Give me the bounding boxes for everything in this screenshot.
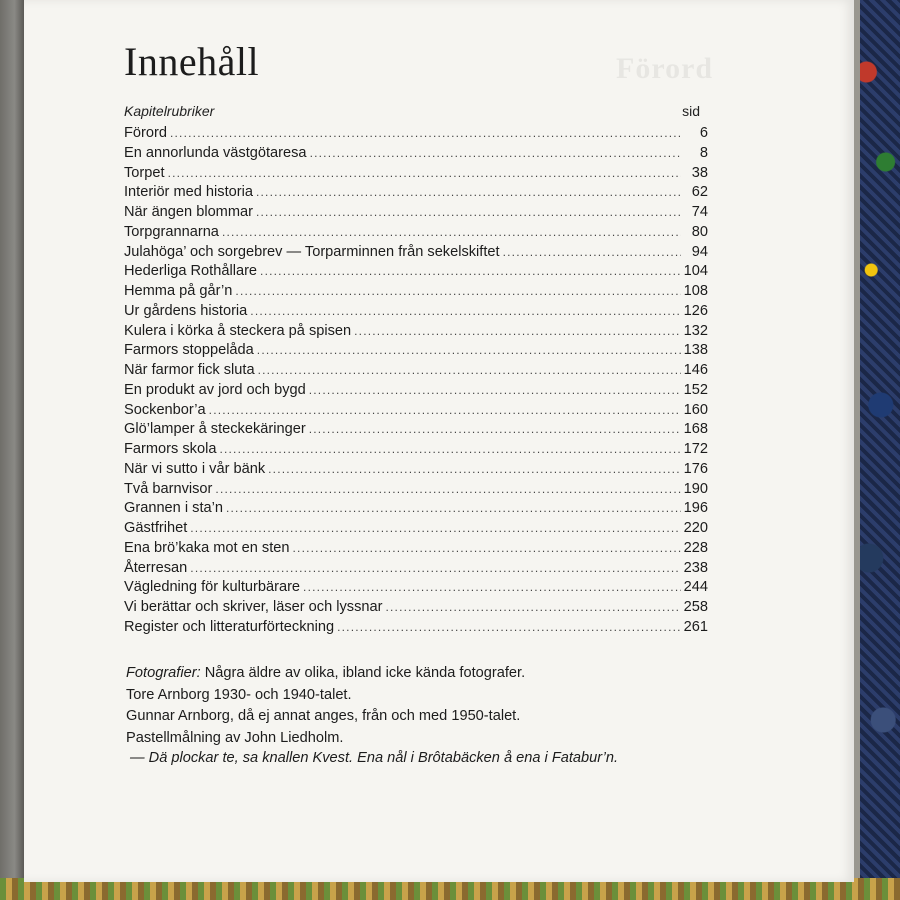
toc-entry — [124, 243, 708, 263]
dot-leader — [354, 322, 681, 341]
toc-entry — [124, 223, 708, 243]
toc-entry-page: 160 — [683, 401, 708, 418]
toc-entry — [124, 460, 708, 480]
dot-leader — [226, 499, 681, 518]
toc-entry-title: Grannen i sta’n — [124, 500, 223, 517]
dot-leader — [337, 618, 681, 637]
dot-leader — [293, 539, 681, 558]
dot-leader — [168, 164, 681, 183]
toc-entry-page: 244 — [683, 579, 708, 596]
toc-entry — [124, 618, 708, 638]
credits-line: Pastellmålning av John Liedholm. — [126, 729, 344, 746]
toc-entry — [124, 401, 708, 421]
photo-credits — [126, 663, 746, 749]
toc-entry-title: Glö’lamper å steckekäringer — [124, 421, 306, 438]
toc-entry-title: Farmors skola — [124, 441, 217, 457]
toc-entry — [124, 124, 708, 144]
toc-entry-page: 176 — [683, 460, 708, 477]
toc-entry-title: Hederliga Rothållare — [124, 263, 258, 280]
toc-entry — [124, 420, 708, 440]
toc-page-column-label: sid — [682, 103, 700, 119]
credits-line — [126, 663, 746, 685]
toc-entry-title: När ängen blommar — [124, 204, 253, 220]
dot-leader — [260, 262, 681, 281]
credits-line: Gunnar Arnborg, då ej annat anges, från och med 1950-talet. — [126, 708, 521, 724]
toc-entry — [124, 262, 708, 282]
dot-leader — [256, 203, 681, 222]
dot-leader — [268, 460, 681, 479]
toc-entry-title: Vi berättar och skriver, läser och lyssnar — [124, 599, 383, 615]
toc-entry-title: Kulera i körka å steckera på spisen — [124, 322, 352, 339]
toc-entry — [124, 499, 708, 519]
toc-entry — [124, 341, 708, 361]
toc-entry-title: Julahöga’ och sorgebrev — Torparminnen från sekelskiftet — [124, 243, 500, 260]
toc-entry — [124, 381, 708, 401]
toc-entry-page: 80 — [691, 223, 708, 240]
dot-leader — [222, 223, 681, 242]
toc-entry-title: Register och litteraturförteckning — [124, 618, 335, 635]
toc-entry-title: Farmors stoppelåda — [124, 342, 254, 359]
toc-entry-page: 261 — [683, 618, 708, 635]
dot-leader — [310, 144, 681, 163]
dot-leader — [503, 243, 681, 262]
dot-leader — [190, 519, 680, 538]
credits-line: Tore Arnborg 1930- och 1940-talet. — [126, 686, 352, 703]
toc-entry — [124, 203, 708, 223]
toc-entry — [124, 302, 708, 322]
toc-entry-title: Torpgrannarna — [124, 223, 219, 240]
dot-leader — [309, 420, 681, 439]
toc-entry-page: 172 — [683, 441, 708, 457]
toc-entry-title: Interiör med historia — [124, 184, 253, 201]
dot-leader — [215, 480, 680, 499]
show-through-text: Förord — [616, 52, 714, 85]
toc-entry — [124, 183, 708, 203]
dot-leader — [209, 401, 681, 420]
toc-entry — [124, 144, 708, 164]
dot-leader — [385, 598, 680, 617]
toc-entry-title: Vägledning för kulturbärare — [124, 579, 301, 596]
toc-entry — [124, 539, 708, 559]
toc-entry-page: 94 — [691, 243, 708, 260]
toc-entry-title: En produkt av jord och bygd — [124, 381, 306, 398]
toc-entry-page: 132 — [683, 322, 708, 339]
toc-entry-page: 108 — [683, 283, 708, 299]
credits-lead: Fotografier: — [126, 665, 201, 681]
table-of-contents — [124, 124, 708, 638]
toc-entry-page: 138 — [683, 342, 708, 359]
toc-entry-title: En annorlunda västgötaresa — [124, 144, 307, 161]
toc-entry-title: Gästfrihet — [124, 520, 188, 536]
toc-entry-title: Ena brö’kaka mot en sten — [124, 539, 290, 556]
dot-leader — [170, 124, 681, 143]
dot-leader — [303, 578, 681, 597]
toc-entry-title: När farmor fick sluta — [124, 362, 255, 378]
dot-leader — [256, 183, 681, 202]
toc-entry-page: 190 — [683, 480, 708, 497]
toc-entry-title: När vi sutto i vår bänk — [124, 460, 266, 477]
dot-leader — [309, 381, 681, 400]
toc-entry — [124, 559, 708, 579]
dot-leader — [258, 361, 681, 380]
toc-entry — [124, 578, 708, 598]
dot-leader — [190, 559, 680, 578]
toc-entry-page: 152 — [683, 381, 708, 398]
toc-entry-page: 238 — [683, 559, 708, 576]
toc-entry-page: 74 — [691, 204, 708, 220]
toc-entry-title: Återresan — [124, 559, 188, 576]
toc-entry — [124, 322, 708, 342]
dot-leader — [219, 440, 680, 459]
toc-entry-page: 126 — [683, 302, 708, 319]
toc-column-label: Kapitelrubriker — [124, 103, 215, 119]
toc-entry-page: 146 — [683, 362, 708, 378]
toc-entry-page: 258 — [683, 599, 708, 615]
credits-line-text: Några äldre av olika, ibland icke kända fotografer. — [204, 665, 526, 681]
book-cover-left — [0, 0, 24, 900]
toc-entry — [124, 282, 708, 302]
dot-leader — [257, 341, 681, 360]
toc-entry — [124, 598, 708, 618]
toc-entry-title: Ur gårdens historia — [124, 302, 248, 319]
toc-entry-title: Torpet — [124, 164, 165, 181]
toc-entry-page: 196 — [683, 500, 708, 517]
toc-entry-page: 38 — [691, 164, 708, 181]
toc-entry-page: 228 — [683, 539, 708, 556]
toc-entry-page: 6 — [699, 125, 708, 141]
dot-leader — [250, 302, 680, 321]
toc-entry-page: 8 — [699, 144, 708, 161]
closing-quote: — Dä plockar te, sa knallen Kvest. Ena nål i Brôtabäcken å ena i Fatabur’n. — [130, 750, 619, 766]
toc-entry — [124, 361, 708, 381]
toc-entry-title: Sockenbor’a — [124, 401, 206, 418]
toc-entry-title: Hemma på går’n — [124, 283, 233, 299]
toc-entry — [124, 440, 708, 460]
toc-entry-page: 62 — [691, 184, 708, 201]
toc-entry-page: 168 — [683, 421, 708, 438]
toc-entry — [124, 164, 708, 184]
toc-entry-page: 104 — [683, 263, 708, 280]
toc-entry-page: 220 — [683, 520, 708, 536]
page-title: Innehåll — [124, 39, 260, 84]
toc-header — [124, 103, 700, 119]
toc-entry-title: Två barnvisor — [124, 480, 213, 497]
toc-entry — [124, 519, 708, 539]
toc-entry — [124, 480, 708, 500]
dot-leader — [235, 282, 680, 301]
toc-entry-title: Förord — [124, 125, 167, 141]
